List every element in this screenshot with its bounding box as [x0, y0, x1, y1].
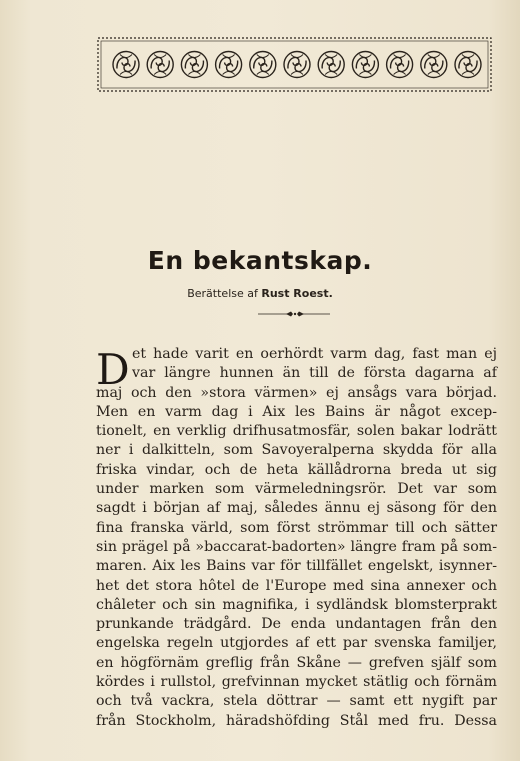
- text-line: châleter och sin magnifika, i sydländsk blomsterprakt: [96, 596, 497, 613]
- scroll-motif: [387, 52, 413, 78]
- text-line: kördes i rullstol, grefvinnan mycket stätlig och förnäm: [96, 674, 497, 691]
- text-line: maj och den »stora värmen» ej ansågs vara börjad.: [96, 384, 497, 401]
- scroll-motif: [421, 52, 447, 78]
- body-text: [96, 345, 497, 731]
- text-line: fina franska värld, som först strömmar till och sätter: [96, 519, 497, 536]
- scroll-motif: [284, 52, 310, 78]
- scroll-motif: [147, 52, 173, 78]
- scroll-motif: [352, 52, 378, 78]
- text-line: het det stora hôtel de l'Europe med sina annexer och: [96, 577, 497, 594]
- text-line: var längre hunnen än till de första dagarna af: [132, 365, 497, 382]
- text-line: maren. Aix les Bains var för tillfället engelskt, isynner-: [96, 558, 497, 575]
- subtitle-prefix: Berättelse af: [187, 287, 258, 300]
- story-subtitle: [0, 287, 520, 300]
- text-line: engelska regeln utgjordes af ett par svenska familjer,: [96, 635, 497, 652]
- scroll-motif: [318, 52, 344, 78]
- scroll-motif: [250, 52, 276, 78]
- text-line: et hade varit en oerhördt varm dag, fast man ej: [132, 346, 497, 362]
- text-line: prunkande trädgård. De enda undantagen från den: [96, 616, 497, 633]
- text-line: tionelt, en verklig drifhusatmosfär, solen bakar lodrätt: [96, 423, 497, 440]
- scroll-motif: [113, 52, 139, 78]
- drop-cap: D: [96, 345, 130, 394]
- text-line: sin prägel på »baccarat-badorten» längre fram på som-: [96, 538, 497, 555]
- scroll-motif: [455, 52, 481, 78]
- text-line: Men en varm dag i Aix les Bains är något excep-: [96, 403, 497, 420]
- scroll-motif: [216, 52, 242, 78]
- text-line: friska vindar, och de heta källådrorna breda ut sig: [96, 461, 497, 478]
- ornamental-header-band: [97, 37, 492, 92]
- text-line: ner i dalkitteln, som Savoyeralperna skydda för alla: [96, 442, 497, 459]
- story-title: En bekantskap.: [147, 246, 373, 275]
- text-line: en högförnäm greflig från Skåne — grefven själf som: [96, 654, 497, 671]
- author-name: Rust Roest.: [261, 287, 333, 300]
- text-line: och två vackra, stela döttrar — samt ett nygift par: [96, 693, 497, 710]
- text-line: sagdt i början af maj, således ännu ej säsong för den: [96, 500, 497, 517]
- text-line: under marken som värmeledningsrör. Det var som: [96, 481, 497, 498]
- scroll-motif: [181, 52, 207, 78]
- text-line: från Stockholm, häradshöfding Stål med fru. Dessa: [96, 712, 497, 729]
- ornamental-divider: [258, 310, 330, 318]
